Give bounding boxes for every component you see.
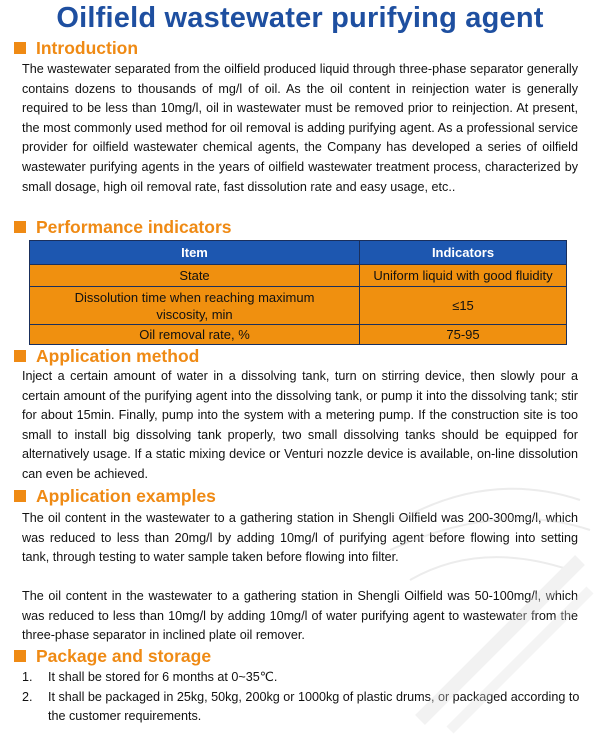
application-example-paragraph: The oil content in the wastewater to a gathering station in Shengli Oilfield was 50-100mg/l, which was reduced to less than 10mg/l by adding 10mg/l of water purifying agent to wastewater from the three-phase separator in inclined plate oil remover. (22, 589, 578, 643)
performance-table (29, 240, 567, 345)
performance-heading-label: Performance indicators (36, 216, 232, 237)
application-examples-heading (14, 486, 216, 506)
package-storage-list (22, 668, 582, 727)
application-example-paragraph: The oil content in the wastewater to a gathering station in Shengli Oilfield was 200-300mg/l, which was reduced to less than 20mg/l by adding 10mg/l of purifying agent before flowing into setting tank, through testing to water sample taken before flowing into filter. (22, 511, 578, 565)
application-examples-heading-label: Application examples (36, 485, 216, 506)
introduction-heading (14, 38, 138, 58)
orange-square-bullet-icon (14, 221, 26, 233)
table-cell-item: Dissolution time when reaching maximum viscosity, min (30, 287, 360, 325)
package-storage-heading (14, 646, 211, 666)
application-method-text: Inject a certain amount of water in a dissolving tank, turn on stirring device, then slowly pour a certain amount of the purifying agent into the dissolving tank, or pump it into the dissolving tank; stir for about 15min. Finally, pump into the system with a metering pump. If the construction site is too small to install big dissolving tank properly, two small dissolving tanks should be equipped for alternatively usage. If a static mixing device or Venturi nozzle device is available, on-line dissolution can even be achieved. (22, 369, 578, 481)
introduction-text: The wastewater separated from the oilfield produced liquid through three-phase separator generally contains dozens to thousands of mg/l of oil. As the oil content in reinjection water is generally required to be less than 10mg/l, oil in wastewater must be removed prior to reinjection. At present, the most commonly used method for oil removal is adding purifying agent. As a professional service provider for oilfield wastewater chemical agents, the Company has developed a series of oilfield wastewater purifying agents in the years of oilfield wastewater treatment process, characterized by small dosage, high oil removal rate, fast dissolution rate and easy usage, etc.. (22, 62, 578, 194)
list-item (22, 668, 582, 688)
table-row (30, 265, 567, 287)
table-cell-indicator: Uniform liquid with good fluidity (360, 265, 567, 287)
table-cell-item: Oil removal rate, % (30, 325, 360, 345)
table-row (30, 287, 567, 325)
orange-square-bullet-icon (14, 42, 26, 54)
application-method-heading (14, 346, 199, 366)
table-cell-indicator: ≤15 (360, 287, 567, 325)
orange-square-bullet-icon (14, 650, 26, 662)
column-header-item: Item (30, 241, 360, 265)
orange-square-bullet-icon (14, 490, 26, 502)
list-item-text: It shall be packaged in 25kg, 50kg, 200kg or 1000kg of plastic drums, or packaged according to the customer requirements. (48, 689, 580, 724)
table-cell-item: State (30, 265, 360, 287)
performance-heading (14, 217, 231, 237)
list-item-number: 1. (22, 670, 33, 684)
page-title: Oilfield wastewater purifying agent (56, 2, 544, 34)
table-header-row (30, 241, 567, 265)
list-item (22, 688, 582, 727)
column-header-indicators: Indicators (360, 241, 567, 265)
application-method-heading-label: Application method (36, 345, 200, 366)
table-cell-indicator: 75-95 (360, 325, 567, 345)
introduction-heading-label: Introduction (36, 37, 139, 58)
list-item-text: It shall be stored for 6 months at 0~35℃. (48, 670, 278, 684)
list-item-number: 2. (22, 689, 33, 704)
orange-square-bullet-icon (14, 350, 26, 362)
package-storage-heading-label: Package and storage (36, 645, 212, 666)
table-row (30, 325, 567, 345)
